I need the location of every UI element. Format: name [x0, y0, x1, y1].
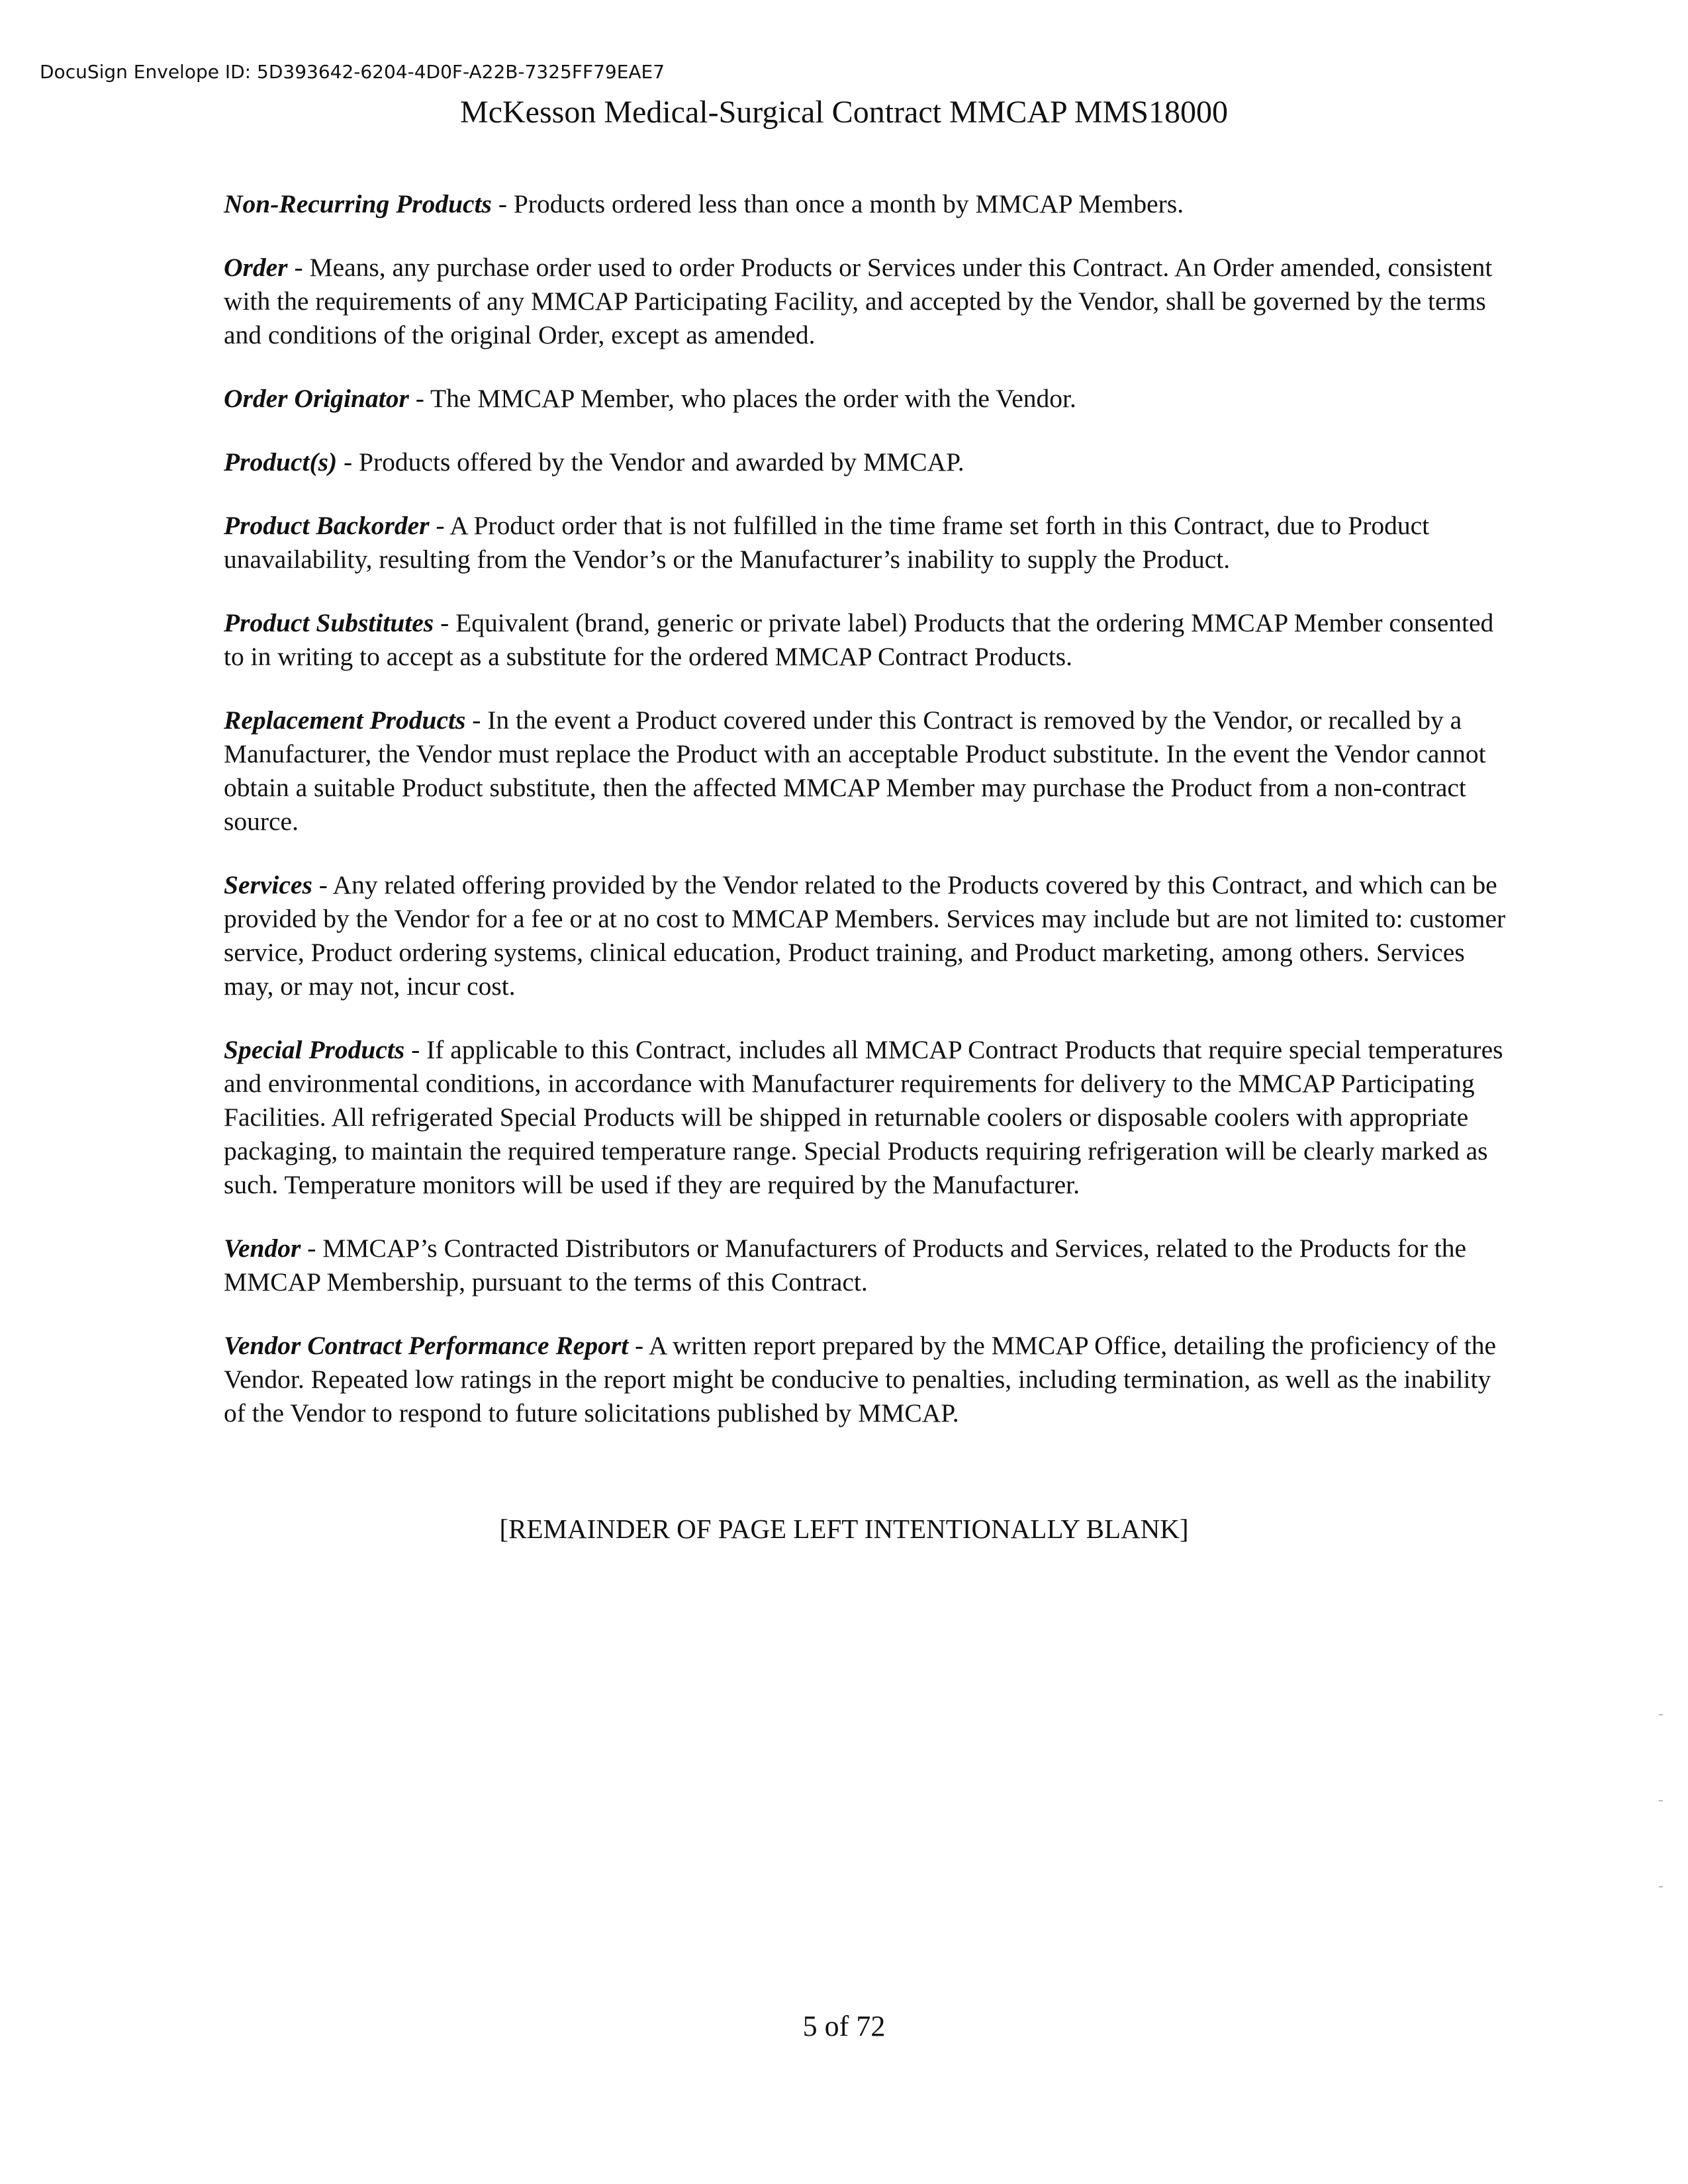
definition-text: - If applicable to this Contract, includes all MMCAP Contract Products that require special temperatures and environmental conditions, in accordance with Manufacturer requirements for delivery to the MMCAP Participating Facilities. All refrigerated Special Products will be shipped in returnable coolers or disposable coolers with appropriate packaging, to maintain the required temperature range. Special Products requiring refrigeration will be clearly marked as such. Temperature monitors will be used if they are required by the Manufacturer. — [224, 1035, 1503, 1199]
definition-text: - Equivalent (brand, generic or private label) Products that the ordering MMCAP Member consented to in writing to accept as a substitute for the ordered MMCAP Contract Products. — [224, 608, 1494, 671]
remainder-blank-note: [REMAINDER OF PAGE LEFT INTENTIONALLY BLANK] — [499, 1514, 1189, 1544]
page-number: 5 of 72 — [802, 2010, 886, 2042]
definition-order-originator — [224, 382, 1515, 416]
definition-replacement-products — [224, 704, 1515, 839]
definition-vendor — [224, 1232, 1515, 1299]
definition-term: Order — [224, 253, 288, 282]
definition-special-products — [224, 1033, 1515, 1202]
definition-products — [224, 445, 1515, 479]
definition-text: - Products ordered less than once a month by MMCAP Members. — [491, 189, 1184, 218]
definition-text: - In the event a Product covered under this Contract is removed by the Vendor, or recalled by a Manufacturer, the Vendor must replace the Product with an acceptable Product substitute. In the event the Vendor cannot obtain a suitable Product substitute, then the affected MMCAP Member may purchase the Product from a non-contract source. — [224, 705, 1486, 836]
definition-text: - Means, any purchase order used to order Products or Services under this Contract. An Order amended, consistent with the requirements of any MMCAP Participating Facility, and accepted by the Vendor, shall be governed by the terms and conditions of the original Order, except as amended. — [224, 253, 1493, 349]
definition-text: - Products offered by the Vendor and awarded by MMCAP. — [337, 447, 964, 477]
definition-term: Special Products — [224, 1035, 405, 1064]
definition-order — [224, 251, 1515, 352]
definition-term: Product Backorder — [224, 511, 430, 540]
scan-margin-mark — [1659, 1800, 1663, 1801]
definition-term: Replacement Products — [224, 705, 466, 735]
definition-text: - The MMCAP Member, who places the order with the Vendor. — [408, 384, 1076, 413]
docusign-envelope-id: DocuSign Envelope ID: 5D393642-6204-4D0F-A22B-7325FF79EAE7 — [40, 61, 665, 83]
scan-margin-mark — [1659, 1714, 1663, 1715]
definition-text: - A Product order that is not fulfilled in the time frame set forth in this Contract, due to Product unavailability, resulting from the Vendor’s or the Manufacturer’s inability to supply the Product. — [224, 511, 1430, 574]
definition-product-backorder — [224, 509, 1515, 576]
definition-term: Vendor Contract Performance Report — [224, 1331, 629, 1360]
definition-non-recurring-products — [224, 187, 1515, 221]
definition-text: - A written report prepared by the MMCAP Office, detailing the proficiency of the Vendor. Repeated low ratings in the report might be conducive to penalties, including termination, as well as the inability of the Vendor to respond to future solicitations published by MMCAP. — [224, 1331, 1496, 1428]
definition-term: Non-Recurring Products — [224, 189, 492, 218]
definition-text: - Any related offering provided by the Vendor related to the Products covered by this Contract, and which can be provided by the Vendor for a fee or at no cost to MMCAP Members. Services may include but are not limited to: customer service, Product ordering systems, clinical education, Product training, and Product marketing, among others. Services may, or may not, incur cost. — [224, 870, 1506, 1001]
definitions-list — [224, 187, 1515, 1460]
definition-term: Order Originator — [224, 384, 409, 413]
definition-vendor-contract-performance-report — [224, 1329, 1515, 1430]
definition-term: Vendor — [224, 1234, 301, 1263]
definition-text: - MMCAP’s Contracted Distributors or Manufacturers of Products and Services, related to the Products for the MMCAP Membership, pursuant to the terms of this Contract. — [224, 1234, 1467, 1297]
document-header: McKesson Medical-Surgical Contract MMCAP MMS18000 — [460, 95, 1228, 130]
definition-services — [224, 868, 1515, 1003]
definition-product-substitutes — [224, 606, 1515, 674]
definition-term: Services — [224, 870, 312, 899]
definition-term: Product Substitutes — [224, 608, 434, 637]
definition-term: Product(s) — [224, 447, 338, 477]
scan-margin-mark — [1659, 1886, 1663, 1888]
